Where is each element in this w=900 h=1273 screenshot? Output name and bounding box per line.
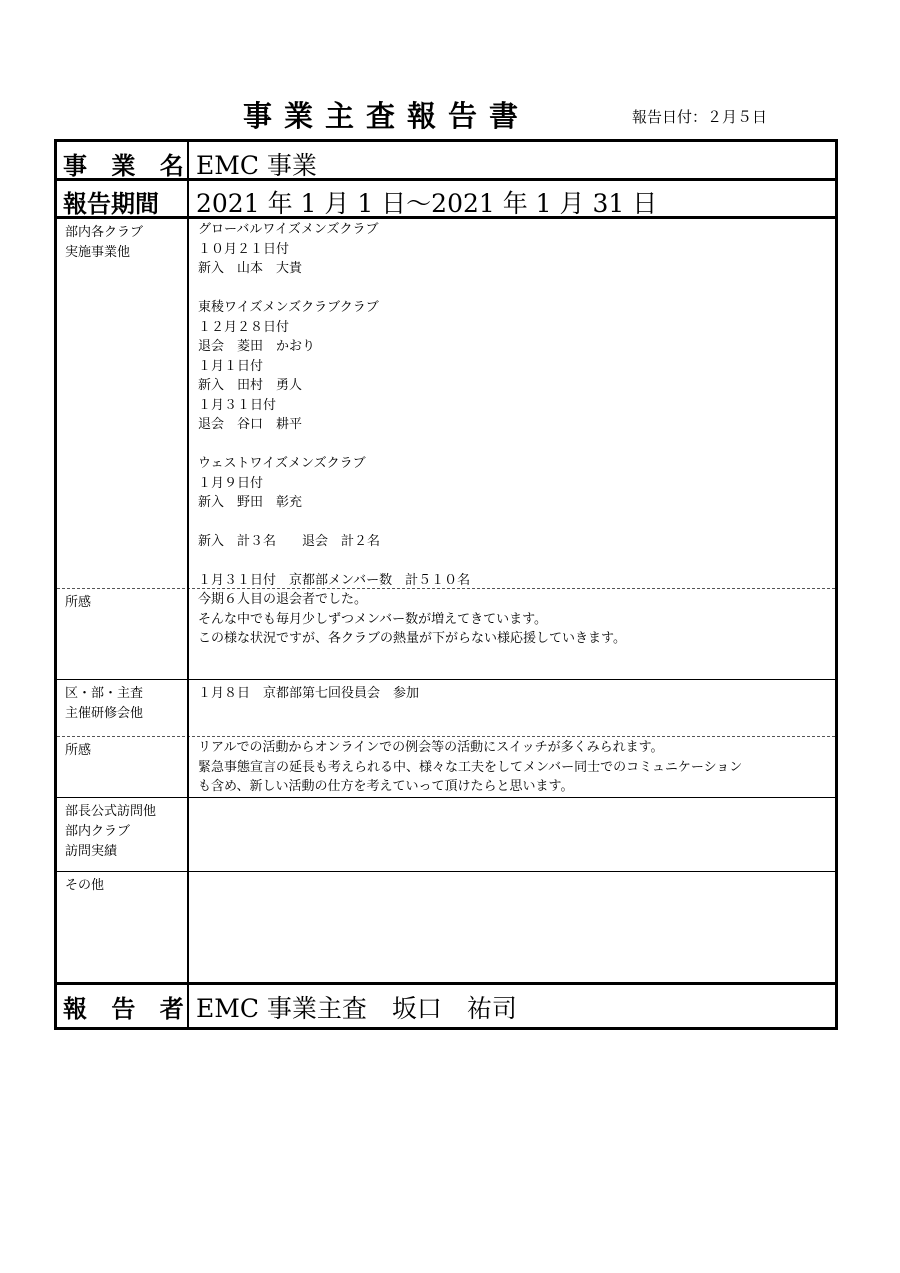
project-name-value: EMC 事業 [196, 151, 317, 180]
club-activities-label [65, 223, 181, 263]
seminars-row [57, 680, 835, 737]
report-period-row [57, 181, 835, 219]
seminars-label [65, 684, 181, 724]
text-line: 主催研修会他 [65, 706, 144, 721]
reporter-label: 報 告 者 [63, 995, 192, 1023]
text-line: も含め、新しい活動の仕方を考えていって頂けたらと思います。 [198, 779, 574, 794]
text-line: 部長公式訪問他 [65, 804, 157, 819]
text-line: 所感 [65, 743, 92, 758]
text-line: １月９日付 [198, 475, 264, 491]
text-line: １月８日 京都部第七回役員会 参加 [198, 686, 420, 701]
impression2-content [198, 738, 831, 797]
text-line: 新入 計３名 退会 計２名 [198, 534, 381, 549]
seminars-content [198, 684, 831, 704]
text-line: １月３１日付 京都部メンバー数 計５１０名 [198, 573, 471, 588]
visits-label [65, 802, 181, 862]
text-line: １２月２８日付 [198, 319, 290, 335]
text-line [198, 435, 831, 455]
impression1-row [57, 589, 835, 680]
project-name-row [57, 142, 835, 181]
text-line: リアルでの活動からオンラインでの例会等の活動にスイッチが多くみられます。 [198, 740, 664, 755]
text-line: 新入 野田 彰充 [198, 495, 303, 510]
text-line [198, 513, 831, 533]
text-line: 新入 田村 勇人 [198, 378, 303, 393]
reporter-value: EMC 事業主査 坂口 祐司 [196, 994, 517, 1023]
text-line: 部内各クラブ [65, 225, 144, 240]
text-line: 退会 谷口 耕平 [198, 417, 303, 432]
reporter-row [57, 985, 835, 1027]
impression1-label [65, 593, 181, 613]
text-line: 実施事業他 [65, 245, 131, 260]
text-line: 部内クラブ [65, 824, 131, 839]
text-line [198, 279, 831, 299]
report-period-value: 2021 年 1 月 1 日～2021 年 1 月 31 日 [196, 189, 658, 218]
text-line: 訪問実績 [65, 844, 118, 859]
text-line: １月３１日付 [198, 397, 277, 413]
text-line: 緊急事態宣言の延長も考えられる中、様々な工夫をしてメンバー同士でのコミュニケーション [198, 759, 743, 775]
text-line: その他 [65, 878, 105, 893]
text-line: 今期６人目の退会者でした。 [198, 592, 368, 607]
report-date: 報告日付：２月５日 [632, 108, 768, 126]
text-line: この様な状況ですが、各クラブの熱量が下がらない様応援していきます。 [198, 631, 626, 646]
text-line: 所感 [65, 595, 92, 610]
other-row [57, 872, 835, 985]
text-line: １０月２１日付 [198, 241, 290, 257]
text-line: グローバルワイズメンズクラブ [198, 222, 379, 237]
text-line: 区・部・主査 [65, 686, 144, 701]
report-period-label: 報告期間 [63, 190, 159, 218]
text-line: 東稜ワイズメンズクラブクラブ [198, 300, 379, 315]
text-line: そんな中でも毎月少しずつメンバー数が増えてきています。 [198, 611, 548, 627]
club-activities-content [198, 220, 831, 591]
document-title: 事業主査報告書 [243, 99, 531, 133]
text-line: １月１日付 [198, 358, 264, 374]
text-line: 新入 山本 大貴 [198, 261, 303, 276]
visits-row [57, 798, 835, 872]
project-name-label: 事 業 名 [63, 152, 192, 180]
club-activities-row [57, 219, 835, 589]
text-line: 退会 菱田 かおり [198, 339, 316, 354]
text-line: ウェストワイズメンズクラブ [198, 456, 366, 471]
other-label [65, 876, 181, 896]
column-divider [187, 142, 189, 1027]
report-form [54, 139, 838, 1030]
impression2-label [65, 741, 181, 761]
impression1-content [198, 590, 831, 649]
text-line [198, 552, 831, 572]
impression2-row [57, 737, 835, 798]
